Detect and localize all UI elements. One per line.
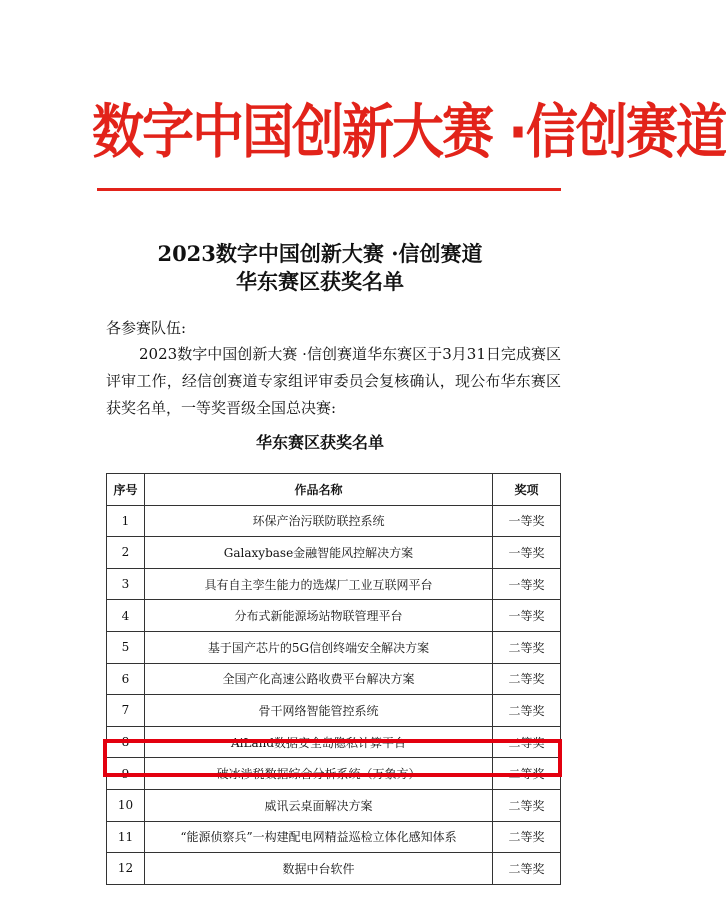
row-prize: 二等奖 (493, 853, 561, 885)
row-prize: 二等奖 (493, 789, 561, 821)
table-header-row (107, 474, 561, 506)
table-row (107, 853, 561, 885)
row-number: 3 (107, 568, 145, 600)
row-prize: 二等奖 (493, 758, 561, 790)
row-work-name: 骨干网络智能管控系统 (145, 695, 493, 727)
row-number: 11 (107, 821, 145, 853)
row-number: 9 (107, 758, 145, 790)
row-number: 2 (107, 537, 145, 569)
row-prize: 二等奖 (493, 663, 561, 695)
row-work-name: 具有自主孪生能力的选煤厂工业互联网平台 (145, 568, 493, 600)
header-work-name: 作品名称 (145, 474, 493, 506)
row-prize: 二等奖 (493, 695, 561, 727)
awards-table (106, 473, 561, 885)
row-number: 5 (107, 631, 145, 663)
row-work-name: “能源侦察兵”一构建配电网精益巡检立体化感知体系 (145, 821, 493, 853)
row-prize: 一等奖 (493, 568, 561, 600)
document-title-line2: 华东赛区获奖名单 (236, 269, 404, 294)
row-work-name: 环保产治污联防联控系统 (145, 505, 493, 537)
row-number: 10 (107, 789, 145, 821)
row-number: 12 (107, 853, 145, 885)
table-row (107, 505, 561, 537)
row-work-name: 破冰涉税数据综合分析系统（万象方） (145, 758, 493, 790)
masthead-divider (97, 188, 561, 191)
row-work-name: 威讯云桌面解决方案 (145, 789, 493, 821)
table-row (107, 568, 561, 600)
row-prize: 一等奖 (493, 537, 561, 569)
table-row (107, 631, 561, 663)
row-work-name: 基于国产芯片的5G信创终端安全解决方案 (145, 631, 493, 663)
row-work-name: 数据中台软件 (145, 853, 493, 885)
row-number: 6 (107, 663, 145, 695)
table-caption: 华东赛区获奖名单 (255, 433, 384, 452)
row-prize: 二等奖 (493, 821, 561, 853)
row-prize: 一等奖 (493, 505, 561, 537)
masthead-title: 数字中国创新大赛 ·信创赛道 (92, 99, 726, 167)
header-number: 序号 (107, 474, 145, 506)
row-number: 7 (107, 695, 145, 727)
table-row (107, 537, 561, 569)
header-prize: 奖项 (493, 474, 561, 506)
row-prize: 一等奖 (493, 600, 561, 632)
row-work-name: Galaxybase金融智能风控解决方案 (145, 537, 493, 569)
row-work-name: AiLand数据安全岛隐私计算平台 (145, 726, 493, 758)
row-prize: 二等奖 (493, 726, 561, 758)
row-work-name: 分布式新能源场站物联管理平台 (145, 600, 493, 632)
body-paragraph: 2023数字中国创新大赛 ·信创赛道华东赛区于3月31日完成赛区评审工作，经信创赛道专家组评审委员会复核确认，现公布华东赛区获奖名单，一等奖晋级全国总决赛: (106, 345, 561, 417)
table-row-highlighted (107, 758, 561, 790)
row-work-name: 全国产化高速公路收费平台解决方案 (145, 663, 493, 695)
row-number: 1 (107, 505, 145, 537)
row-number: 4 (107, 600, 145, 632)
document-title-line1: 2023数字中国创新大赛 ·信创赛道 (157, 241, 483, 266)
table-row (107, 821, 561, 853)
table-row (107, 663, 561, 695)
table-row (107, 726, 561, 758)
row-number: 8 (107, 726, 145, 758)
salutation: 各参赛队伍: (106, 319, 187, 337)
table-row (107, 600, 561, 632)
row-prize: 二等奖 (493, 631, 561, 663)
table-row (107, 695, 561, 727)
table-row (107, 789, 561, 821)
